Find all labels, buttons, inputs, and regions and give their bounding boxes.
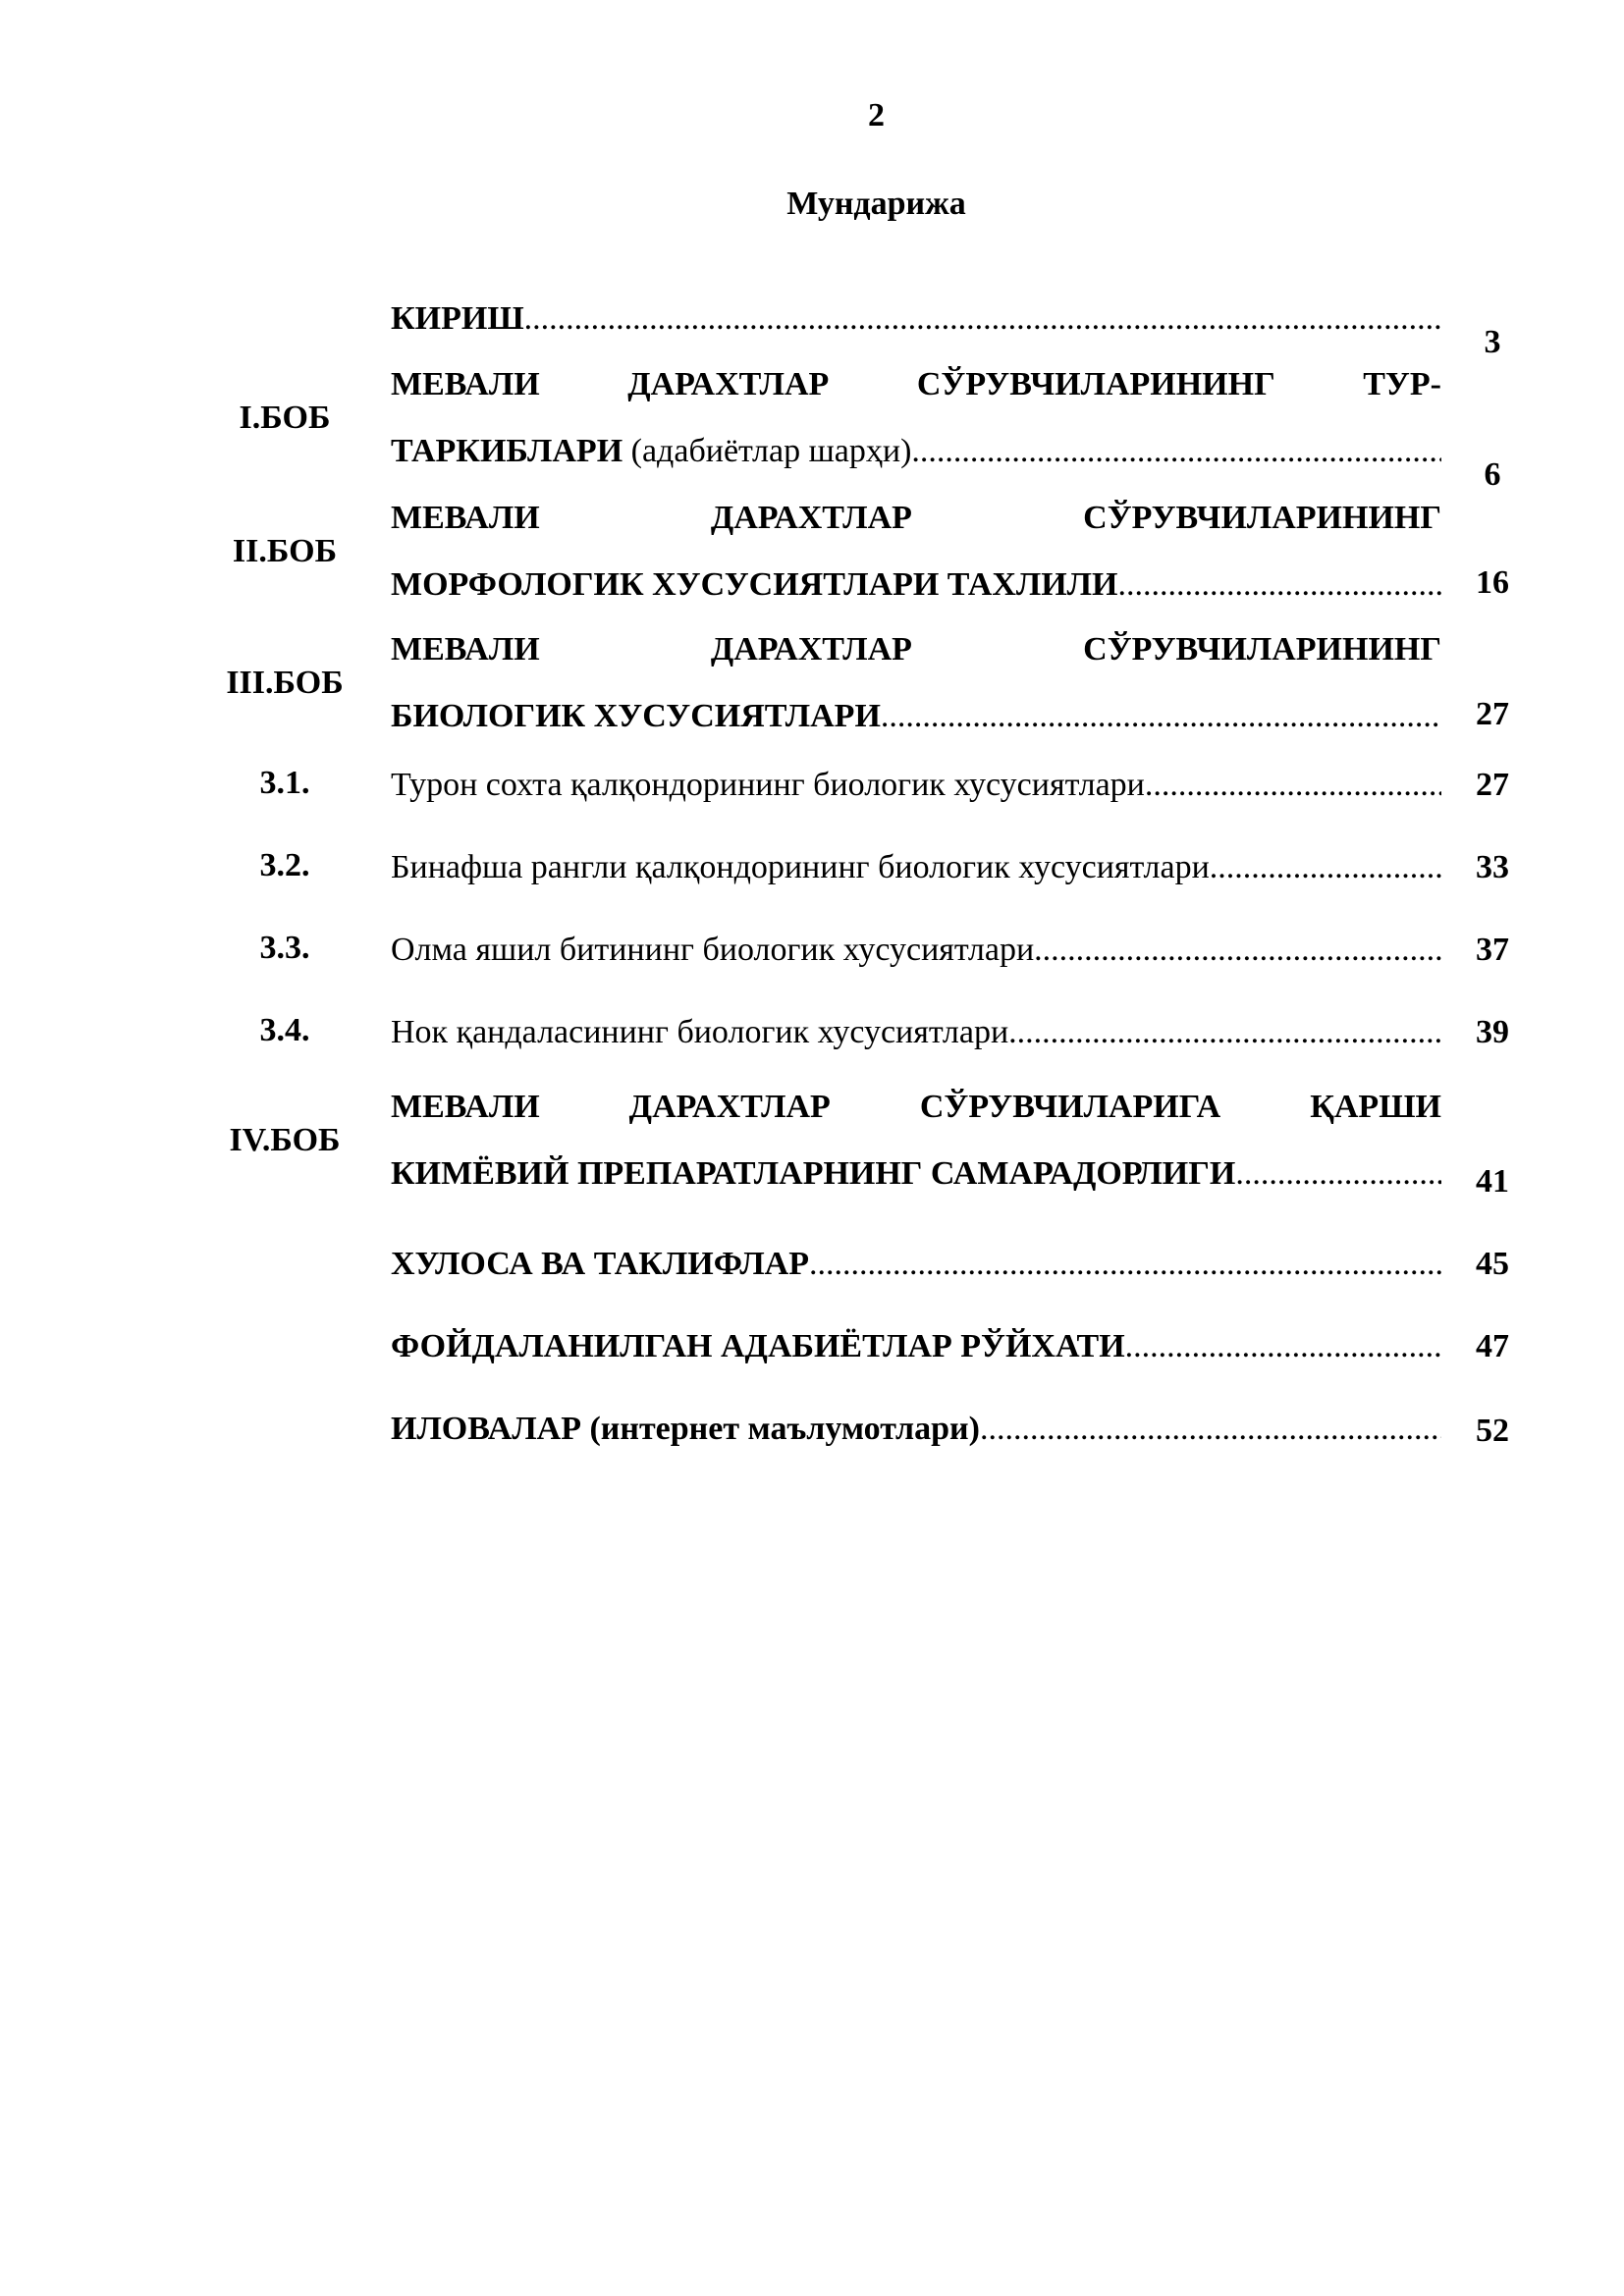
toc-dot-leader — [1125, 1327, 1441, 1394]
toc-heading-word: МЕВАЛИ — [391, 366, 540, 402]
toc-dot-leader — [1034, 931, 1441, 997]
toc-heading-word: СЎРУВЧИЛАРИНИНГ — [1083, 631, 1441, 667]
toc-leader-line — [391, 1245, 1441, 1311]
toc-entry-title — [391, 1327, 1125, 1394]
toc-entry-bold-text: БИОЛОГИК ХУСУСИЯТЛАРИ — [391, 698, 881, 734]
toc-entry-bold-text: ТАРКИБЛАРИ — [391, 433, 623, 469]
toc-entry-title — [391, 766, 1145, 832]
toc-entry-title — [391, 299, 524, 366]
toc-chapter-label: 3.3. — [259, 930, 310, 966]
toc-entry-normal-text: Бинафша рангли қалқондорининг биологик хусусиятлари — [391, 849, 1210, 885]
toc-leader-line — [391, 299, 1441, 366]
toc-dot-leader — [881, 697, 1441, 764]
toc-page-number: 3 — [1484, 324, 1501, 360]
toc-page-number: 33 — [1476, 849, 1509, 885]
toc-leader-line — [391, 1410, 1441, 1476]
toc-page-number: 6 — [1484, 456, 1501, 493]
toc-leader-line — [391, 1327, 1441, 1394]
toc-entry-text — [391, 848, 1441, 915]
toc-entry-title — [391, 1154, 1235, 1221]
toc-dot-leader — [809, 1245, 1441, 1311]
toc-entry-title — [391, 1245, 809, 1311]
toc-entry-bold-text: КИМЁВИЙ ПРЕПАРАТЛАРНИНГ САМАРАДОРЛИГИ — [391, 1155, 1236, 1192]
toc-entry-normal-text: Турон сохта қалқондорининг биологик хусусиятлари — [391, 767, 1145, 803]
toc-heading-word: СЎРУВЧИЛАРИНИНГ — [1083, 500, 1441, 536]
toc-page-number: 52 — [1476, 1413, 1509, 1449]
toc-heading-word: СЎРУВЧИЛАРИНИНГ — [916, 366, 1275, 402]
toc-entry-text — [391, 1088, 1441, 1221]
toc-entry-text — [391, 1245, 1441, 1311]
toc-leader-line — [391, 848, 1441, 915]
toc-leader-line — [391, 931, 1441, 997]
toc-dot-leader — [911, 432, 1441, 499]
toc-entry-text — [391, 299, 1441, 366]
toc-dot-leader — [524, 299, 1441, 366]
toc-dot-leader — [1235, 1154, 1441, 1221]
toc-heading-line — [391, 1088, 1441, 1154]
toc-entry-normal-text: Олма яшил битининг биологик хусусиятлари — [391, 932, 1035, 968]
toc-entry-normal-text: Нок қандаласининг биологик хусусиятлари — [391, 1014, 1009, 1050]
toc-chapter-label: I.БОБ — [239, 400, 331, 436]
toc-entry-text — [391, 1327, 1441, 1394]
toc-heading-word: СЎРУВЧИЛАРИГА — [919, 1089, 1221, 1125]
toc-entry-text — [391, 1013, 1441, 1080]
toc-heading-word: ДАРАХТЛАР — [628, 1089, 831, 1125]
toc-chapter-label: III.БОБ — [226, 665, 344, 701]
toc-leader-line — [391, 565, 1441, 632]
toc-entry-text — [391, 1410, 1441, 1476]
toc-entry-title — [391, 1013, 1008, 1080]
toc-page-number: 27 — [1476, 767, 1509, 803]
toc-heading-word: МЕВАЛИ — [391, 1089, 540, 1125]
toc-heading-line — [391, 630, 1441, 697]
toc-chapter-label: 3.4. — [259, 1012, 310, 1048]
toc-heading-line — [391, 499, 1441, 565]
toc-leader-line — [391, 1154, 1441, 1221]
toc-page-number: 16 — [1476, 564, 1509, 601]
toc-heading-line — [391, 365, 1441, 432]
toc-dot-leader — [1145, 766, 1441, 832]
toc-heading-word: МЕВАЛИ — [391, 631, 540, 667]
toc-chapter-label: IV.БОБ — [229, 1122, 341, 1158]
toc-entry-text — [391, 931, 1441, 997]
page-number: 2 — [868, 97, 885, 133]
toc-entry-title — [391, 848, 1210, 915]
toc-chapter-label: 3.2. — [259, 847, 310, 883]
toc-entry-normal-text: (адабиётлар шарҳи) — [623, 433, 912, 469]
toc-entry-text — [391, 766, 1441, 832]
toc-entry-title — [391, 697, 881, 764]
toc-entry-bold-text: ХУЛОСА ВА ТАКЛИФЛАР — [391, 1246, 809, 1282]
toc-page-number: 39 — [1476, 1014, 1509, 1050]
toc-chapter-label: II.БОБ — [232, 533, 338, 569]
toc-entry-title — [391, 432, 911, 499]
toc-page-number: 47 — [1476, 1328, 1509, 1364]
toc-entry-text — [391, 365, 1441, 499]
toc-leader-line — [391, 697, 1441, 764]
toc-entry-text — [391, 499, 1441, 632]
toc-leader-line — [391, 432, 1441, 499]
toc-leader-line — [391, 766, 1441, 832]
toc-entry-bold-text: МОРФОЛОГИК ХУСУСИЯТЛАРИ ТАХЛИЛИ — [391, 566, 1118, 603]
toc-heading-word: ҚАРШИ — [1310, 1089, 1441, 1125]
page-title: Мундарижа — [786, 186, 966, 222]
toc-entry-bold-text: ИЛОВАЛАР (интернет маълумотлари) — [391, 1411, 980, 1447]
toc-heading-word: ТУР- — [1363, 366, 1441, 402]
toc-dot-leader — [1117, 565, 1441, 632]
toc-heading-word: ДАРАХТЛАР — [710, 631, 912, 667]
toc-chapter-label: 3.1. — [259, 765, 310, 801]
toc-page-number: 41 — [1476, 1163, 1509, 1200]
toc-dot-leader — [980, 1410, 1441, 1476]
toc-leader-line — [391, 1013, 1441, 1080]
toc-heading-word: ДАРАХТЛАР — [627, 366, 830, 402]
toc-entry-bold-text: КИРИШ — [391, 300, 524, 337]
toc-page-number: 27 — [1476, 696, 1509, 732]
toc-dot-leader — [1008, 1013, 1441, 1080]
toc-entry-title — [391, 931, 1034, 997]
toc-entry-bold-text: ФОЙДАЛАНИЛГАН АДАБИЁТЛАР РЎЙХАТИ — [391, 1328, 1125, 1364]
toc-page-number: 45 — [1476, 1246, 1509, 1282]
toc-entry-title — [391, 565, 1117, 632]
toc-entry-title — [391, 1410, 980, 1476]
toc-entry-text — [391, 630, 1441, 764]
toc-dot-leader — [1210, 848, 1441, 915]
toc-heading-word: МЕВАЛИ — [391, 500, 540, 536]
toc-heading-word: ДАРАХТЛАР — [710, 500, 912, 536]
toc-page-number: 37 — [1476, 932, 1509, 968]
